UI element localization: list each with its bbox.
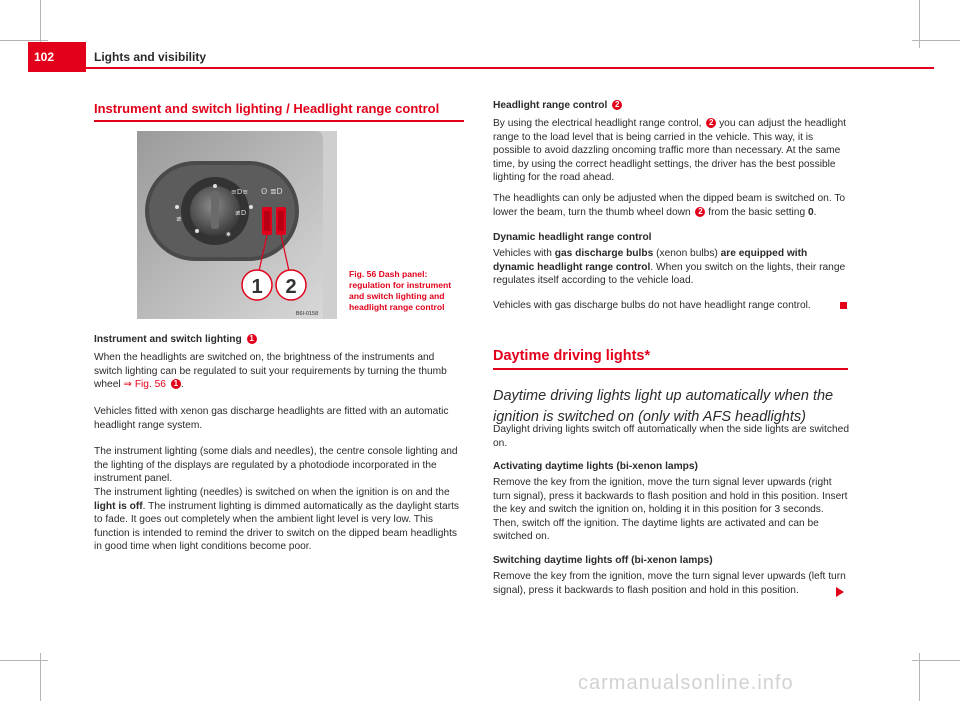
paragraph xyxy=(493,247,849,288)
paragraph-text: By using the electrical headlight range control, xyxy=(493,118,705,129)
paragraph-text: you can adjust the headlight range to the load level that is being carried in the vehicle. This way, it is possible to avoid dazzling oncoming traffic more than necessary. At the same time, by using the correct headlight settings, the driver has the best possible lighting for the road ahead. xyxy=(493,118,846,184)
paragraph xyxy=(493,192,849,219)
paragraph-bold: are equipped with dynamic headlight range control xyxy=(493,248,808,273)
section-subtitle: Daytime driving lights light up automatically when the ignition is switched on (only with AFS headlights) xyxy=(493,388,834,425)
figure-reference-link[interactable]: ⇒ Fig. 56 xyxy=(123,379,166,391)
section-title: Instrument and switch lighting / Headlight range control xyxy=(94,101,464,122)
callout-badge: 1 xyxy=(171,379,181,389)
paragraph-text: Vehicles with xyxy=(493,248,555,259)
paragraph-bold: 0 xyxy=(807,206,814,218)
header-rule xyxy=(86,67,934,69)
paragraph-text: from the basic setting xyxy=(705,206,808,218)
figure-caption: Fig. 56 Dash panel: regulation for instrument and switch lighting and headlight range control xyxy=(349,269,452,312)
running-header-title: Lights and visibility xyxy=(94,50,207,64)
paragraph: Remove the key from the ignition, move the turn signal lever upwards (right turn signal), press it backwards to flash position and hold in this position. Insert the key and switch the ignition on, holding it in this position for 3 seconds. Then, switch off the ignition. The daytime lights are activated and can be switched on. xyxy=(493,477,848,543)
paragraph: Daylight driving lights switch off automatically when the side lights are switched on. xyxy=(493,424,849,449)
paragraph-text: The headlights can only be adjusted when the dipped beam is switched on. To lower the beam, turn the thumb wheel down xyxy=(493,193,846,218)
paragraph-text: Vehicles with gas discharge bulbs do not have headlight range control. xyxy=(493,300,811,311)
paragraph-bold: light is off xyxy=(94,500,143,512)
svg-text:≡D≡: ≡D≡ xyxy=(231,188,249,196)
svg-text:✷: ✷ xyxy=(225,230,232,239)
subheading: Activating daytime lights (bi-xenon lamps) xyxy=(493,461,698,472)
paragraph-text: . When you switch on the lights, their range regulates itself according to the vehicle load. xyxy=(493,261,846,287)
callout-badge: 2 xyxy=(695,207,705,217)
subheading: Dynamic headlight range control xyxy=(493,232,652,243)
paragraph xyxy=(493,299,849,313)
paragraph xyxy=(94,486,464,554)
callout-badge: 1 xyxy=(247,334,257,344)
paragraph-bold: gas discharge bulbs xyxy=(554,248,654,259)
subheading: Switching daytime lights off (bi-xenon lamps) xyxy=(493,555,713,566)
paragraph xyxy=(94,351,464,392)
subheading xyxy=(493,100,622,111)
paragraph-text: . The instrument lighting is dimmed automatically as the daylight starts to fade. It goes out completely when the ambient light level is very low. This function is intended to remind the driver to switch on the dipped beam headlights in good time when light conditions become poor. xyxy=(94,500,460,553)
paragraph: The instrument lighting (some dials and needles), the centre console lighting and the lighting of the displays are regulated by a photodiode incorporated in the instrument panel. xyxy=(94,446,458,485)
paragraph xyxy=(493,117,849,185)
paragraph-text: (xenon bulbs) xyxy=(653,248,721,259)
figure-code: B6I-0158 xyxy=(295,311,319,317)
paragraph-text: . xyxy=(180,379,184,391)
paragraph-text: The instrument lighting (needles) is switched on when the ignition is on and the xyxy=(94,487,450,498)
watermark: carmanualsonline.info xyxy=(578,672,794,694)
paragraph-text: . xyxy=(813,206,817,218)
dash-panel-figure xyxy=(137,131,337,319)
paragraph-text: When the headlights are switched on, the brightness of the instruments and switch lighting can be regulated to suit your requirements by turning the thumb wheel xyxy=(94,352,447,391)
svg-text:≢: ≢ xyxy=(176,215,182,223)
figure-callout-1: 1 xyxy=(251,276,263,298)
svg-text:ʘ ≣D: ʘ ≣D xyxy=(261,187,283,196)
continue-arrow-icon xyxy=(836,587,844,597)
section-end-marker xyxy=(840,302,847,309)
subheading-text: Headlight range control xyxy=(493,100,608,111)
callout-badge: 2 xyxy=(612,100,622,110)
callout-badge: 2 xyxy=(706,118,716,128)
subheading xyxy=(94,334,257,345)
crop-mark xyxy=(40,0,41,48)
crop-mark xyxy=(919,653,920,701)
figure-callout-2: 2 xyxy=(285,276,297,298)
page-number: 102 xyxy=(28,42,86,72)
paragraph: Vehicles fitted with xenon gas discharge headlights are fitted with an automatic headlight range system. xyxy=(94,406,449,431)
crop-mark xyxy=(919,0,920,48)
section-title: Daytime driving lights* xyxy=(493,348,848,370)
svg-text:≢D: ≢D xyxy=(235,209,247,217)
subheading-text: Instrument and switch lighting xyxy=(94,334,242,345)
crop-mark xyxy=(40,653,41,701)
paragraph: Remove the key from the ignition, move the turn signal lever upwards (left turn signal), press it backwards to flash position and hold in this position. xyxy=(493,571,846,596)
